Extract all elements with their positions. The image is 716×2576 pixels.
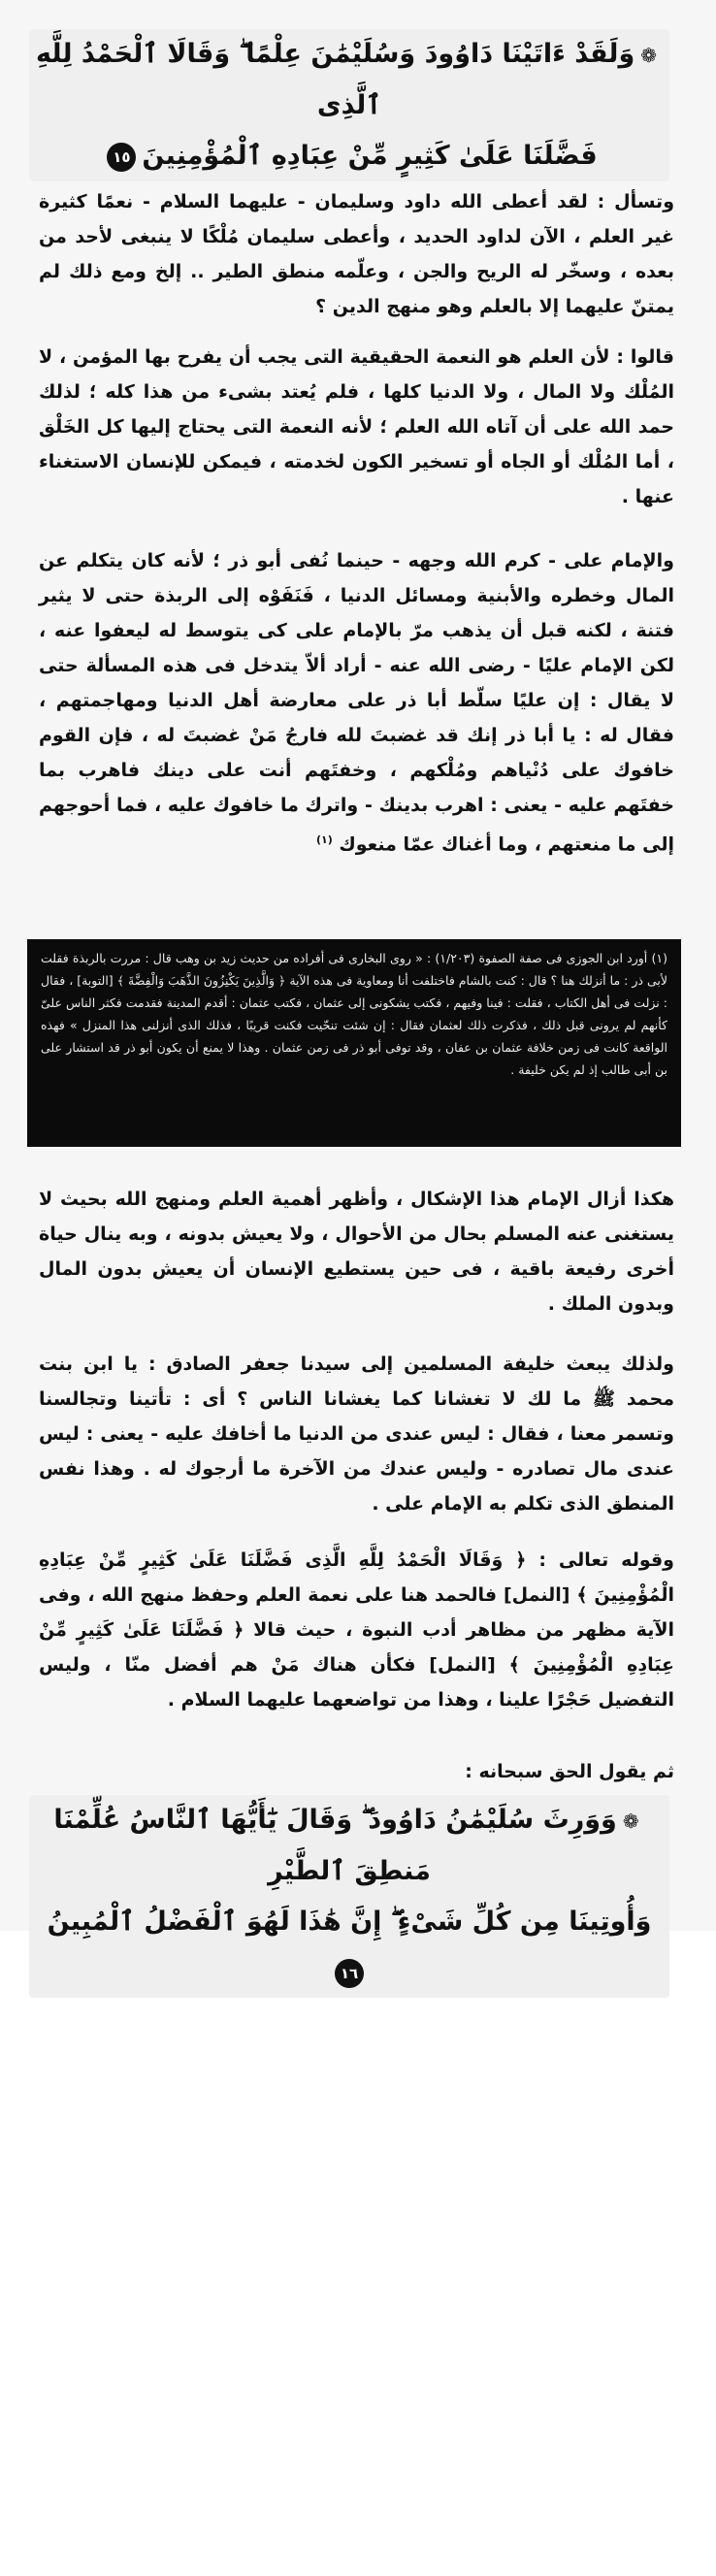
paragraph-conclusion: هكذا أزال الإمام هذا الإشكال ، وأظهر أهمية العلم ومنهج الله بحيث لا يستغنى عنه المسلم بحال من الأحوال ، ولا يعيش بدونه ، وبه ينال حياة أخرى رفيعة باقية ، فى حين يستطيع الإنسان أن يعيش بدون المال وبدون الملك . [39,1189,674,1315]
paragraph-imam-ali [39,543,674,862]
paragraph-imam-ali-text: والإمام على - كرم الله وجهه - حينما نُفى أبو ذر ؛ لأنه كان يتكلم عن المال وخطره والأبنية ومسائل الدنيا ، فَنَفَوْه إلى الربذة حتى لا يثير فتنة ، لكنه قبل أن يذهب مرّ بالإمام على كى يتوسط له ليعفوا عنه ، لكن الإمام عليًا - رضى الله عنه - أراد ألاّ يتدخل فى هذه المسألة حتى لا يقال : إن عليًا سلّط أبا ذر على معارضة أهل الدنيا ومهاجمتهم ، فقال له : يا أبا ذر إنك قد غضبتَ لله فارجُ مَنْ غضبتَ له ، فإن القوم خافوك على دُنْياهم ومُلْكهم ، وخفتَهم أنت على دينك فاهرب بما خفتَهم عليه - يعنى : اهرب بدينك - واترك ما خافوك عليه ، فما أحوجهم إلى ما منعتهم ، وما أغناك عمّا منعوك [39,550,674,856]
footnote-reference: (١) [315,833,333,846]
ayah-number-badge: ١٥ [107,143,136,172]
verse-15-line-1 [29,29,669,131]
verse-footer-16 [29,1795,669,1998]
verse-15-line-2-text: فَضَّلَنَا عَلَىٰ كَثِيرٍ مِّنْ عِبَادِهِ ٱلْمُؤْمِنِينَ [142,141,598,171]
verse-16-line-1 [29,1795,669,1897]
footnote-box: (١) أورد ابن الجوزى فى صفة الصفوة (١/٢٠٣) : « روى البخارى فى أفراده من حديث زيد بن وهب قال : مررت بالربذة فقلت لأبى ذر : ما أنزلك هنا ؟ قال : كنت بالشام فاختلفت أنا ومعاوية فى هذه الآية ﴿ وَالَّذِينَ يَكْنِزُونَ الذَّهَبَ وَالْفِضَّةَ ﴾ [التوبة] ، فقال : نزلت فى أهل الكتاب ، فقلت : فينا وفيهم ، فكتب يشكونى إلى عثمان ، فكتب عثمان : أقدم المدينة فقدمت فكثر الناس علىّ كأنهم لم يرونى قبل ذلك ، فذكرت ذلك لعثمان فقال : إن شئت تنحّيت فكنت قريبًا ، فذلك الذى أنزلنى هذا المنزل » فهذه الواقعة كانت فى زمن خلافة عثمان بن عفان ، وقد توفى أبو ذر فى زمن عثمان . وهذا لا يمنع أن يكون أبو ذر قد استشار على بن أبى طالب إذ لم يكن خليفة . [27,939,681,1147]
ornament-icon: ❁ [622,1810,639,1833]
paragraph-jafar-sadiq: ولذلك يبعث خليفة المسلمين إلى سيدنا جعفر الصادق : يا ابن بنت محمد ﷺ ما لك لا تغشانا كما يغشانا الناس ؟ أى : تأتينا وتجالسنا وتسمر معنا ، فقال : ليس عندى من الدنيا ما أخافك عليه - يعنى : ليس عندى مال تصادره - وليس عندك من الآخرة ما أرجوك له . وهذا نفس المنطق الذى تكلم به الإمام على . [39,1353,674,1515]
paragraph-question: وتسأل : لقد أعطى الله داود وسليمان - عليهما السلام - نعمًا كثيرة غير العلم ، الآن لداود الحديد ، وأعطى سليمان مُلْكًا لا ينبغى لأحد من بعده ، وسخّر له الريح والجن ، وعلّمه منطق الطير .. إلخ ومع ذلك لم يمتنّ عليهما إلا بالعلم وهو منهج الدين ؟ [39,191,674,317]
verse-15-line-2 [29,131,669,181]
verse-16-line-2 [29,1897,669,1998]
verse-16-line-2-text: وَأُوتِينَا مِن كُلِّ شَىْءٍ ۖ إِنَّ هَٰذَا لَهُوَ ٱلْفَضْلُ ٱلْمُبِينُ [47,1907,652,1937]
verse-16-line-1-text: وَوَرِثَ سُلَيْمَٰنُ دَاوُودَ ۖ وَقَالَ يَٰٓأَيُّهَا ٱلنَّاسُ عُلِّمْنَا مَنطِقَ ٱلطَّيْرِ [53,1805,617,1886]
ayah-number-badge: ١٦ [335,1959,364,1988]
paragraph-transition: ثم يقول الحق سبحانه : [465,1761,674,1782]
verse-header-15 [29,29,669,181]
ornament-icon: ❁ [640,44,657,67]
paragraph-verse-commentary: وقوله تعالى : ﴿ وَقَالَا الْحَمْدُ لِلَّهِ الَّذِى فَضَّلَنَا عَلَىٰ كَثِيرٍ مِّنْ عِبَادِهِ الْمُؤْمِنِينَ ﴾ [النمل] فالحمد هنا على نعمة العلم وحفظ منهج الله ، وفى الآية مظهر من مظاهر أدب النبوة ، حيث قالا ﴿ فَضَّلَنَا عَلَىٰ كَثِيرٍ مِّنْ عِبَادِهِ الْمُؤْمِنِينَ ﴾ [النمل] فكأن هناك مَنْ هم أفضل منّا ، وليس التفضيل حَجْرًا علينا ، وهذا من تواضعهما عليهما السلام . [39,1549,674,1711]
verse-15-line-1-text: وَلَقَدْ ءَاتَيْنَا دَاوُودَ وَسُلَيْمَٰنَ عِلْمًا ۖ وَقَالَا ٱلْحَمْدُ لِلَّهِ ٱلَّذِى [35,39,635,120]
paragraph-answer: قالوا : لأن العلم هو النعمة الحقيقية التى يجب أن يفرح بها المؤمن ، لا المُلْك ولا المال ، ولا الدنيا كلها ، فلم يُعتد بشىء من هذا كله ؛ لذلك حمد الله على أن آتاه الله العلم ؛ لأنه النعمة التى يحتاج إليها كل الخَلْق ، أما المُلْك أو الجاه أو تسخير الكون لخدمته ، فيمكن للإنسان الاستغناء عنها . [39,346,674,507]
